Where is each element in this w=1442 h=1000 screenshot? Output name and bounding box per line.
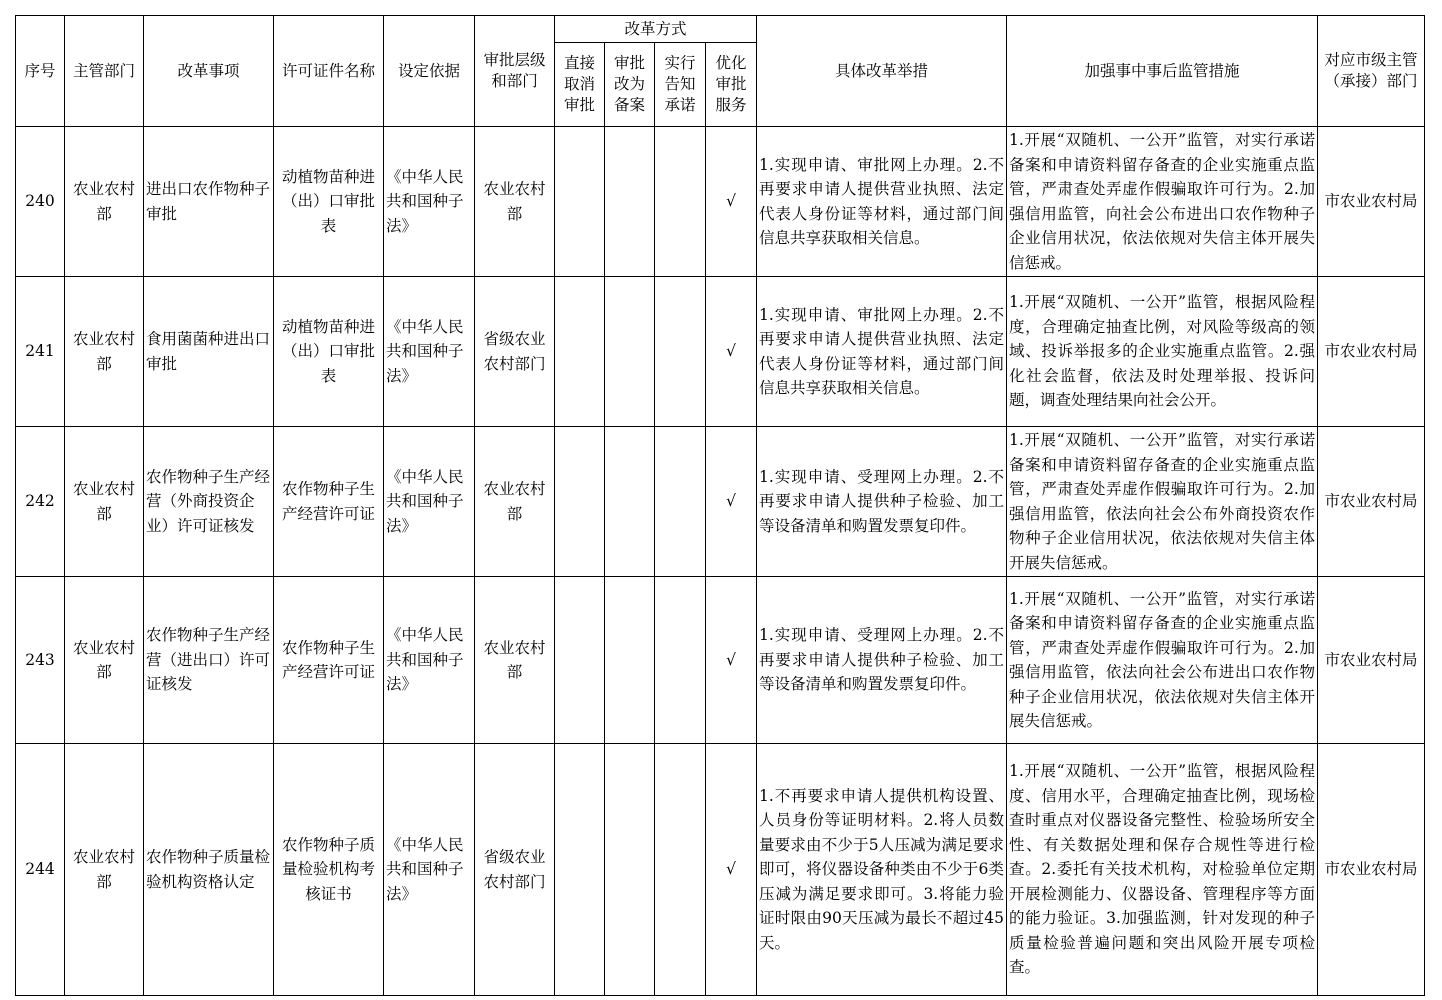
cell-level: 农业农村部 (475, 127, 555, 277)
cell-mode-notify (655, 577, 706, 744)
cell-mode-notify (655, 427, 706, 577)
cell-seq: 243 (16, 577, 65, 744)
header-mode-group: 改革方式 (555, 16, 757, 43)
cell-license: 农作物种子生产经营许可证 (274, 577, 384, 744)
cell-supervision: 1.开展“双随机、一公开”监管，根据风险程度、信用水平，合理确定抽查比例，现场检查时重点对仪器设备完整性、检验场所安全性、有关数据处理和保存合规性等进行检查。2.委托有关技术机构，对检验单位定期开展检测能力、仪器设备、管理程序等方面的能力验证。3.加强监测，针对发现的种子质量检验普遍问题和突出风险开展专项检查。 (1007, 744, 1318, 996)
header-mode-optimize: 优化审批服务 (706, 43, 757, 127)
cell-mode-optimize: √ (706, 277, 757, 427)
cell-mode-cancel (555, 577, 605, 744)
header-supervision: 加强事中事后监管措施 (1007, 16, 1318, 127)
cell-supervision: 1.开展“双随机、一公开”监管，根据风险程度，合理确定抽查比例，对风险等级高的领域、投诉举报多的企业实施重点监管。2.强化社会监督，依法及时处理举报、投诉问题，调查处理结果向社会公开。 (1007, 277, 1318, 427)
table-row (16, 577, 1425, 744)
cell-seq: 240 (16, 127, 65, 277)
cell-basis: 《中华人民共和国种子法》 (384, 127, 475, 277)
cell-supervision: 1.开展“双随机、一公开”监管，对实行承诺备案和申请资料留存备查的企业实施重点监管，严肃查处弄虚作假骗取许可行为。2.加强信用监管，依法向社会公布外商投资农作物种子企业信用状况，依法依规对失信主体开展失信惩戒。 (1007, 427, 1318, 577)
cell-mode-cancel (555, 277, 605, 427)
cell-license: 农作物种子质量检验机构考核证书 (274, 744, 384, 996)
header-item: 改革事项 (144, 16, 274, 127)
cell-city-dept: 市农业农村局 (1318, 744, 1425, 996)
table-row (16, 277, 1425, 427)
cell-measures: 1.实现申请、审批网上办理。2.不再要求申请人提供营业执照、法定代表人身份证等材料，通过部门间信息共享获取相关信息。 (757, 127, 1007, 277)
cell-city-dept: 市农业农村局 (1318, 427, 1425, 577)
cell-mode-record (605, 277, 655, 427)
header-basis: 设定依据 (384, 16, 475, 127)
cell-level: 省级农业农村部门 (475, 277, 555, 427)
header-mode-notify: 实行告知承诺 (655, 43, 706, 127)
cell-measures: 1.实现申请、受理网上办理。2.不再要求申请人提供种子检验、加工等设备清单和购置发票复印件。 (757, 427, 1007, 577)
cell-mode-optimize: √ (706, 744, 757, 996)
header-mode-record: 审批改为备案 (605, 43, 655, 127)
cell-supervision: 1.开展“双随机、一公开”监管，对实行承诺备案和申请资料留存备查的企业实施重点监管，严肃查处弄虚作假骗取许可行为。2.加强信用监管，向社会公布进出口农作物种子企业信用状况，依法依规对失信主体开展失信惩戒。 (1007, 127, 1318, 277)
cell-mode-optimize: √ (706, 127, 757, 277)
cell-mode-record (605, 744, 655, 996)
cell-dept: 农业农村部 (65, 127, 144, 277)
cell-seq: 241 (16, 277, 65, 427)
cell-basis: 《中华人民共和国种子法》 (384, 744, 475, 996)
cell-license: 动植物苗种进（出）口审批表 (274, 277, 384, 427)
table-header (16, 16, 1425, 127)
cell-level: 省级农业农村部门 (475, 744, 555, 996)
table-row (16, 127, 1425, 277)
cell-measures: 1.不再要求申请人提供机构设置、人员身份等证明材料。2.将人员数量要求由不少于5人压减为满足要求即可，将仪器设备种类由不少于6类压减为满足要求即可。3.将能力验证时限由90天压减为最长不超过45天。 (757, 744, 1007, 996)
cell-dept: 农业农村部 (65, 277, 144, 427)
cell-city-dept: 市农业农村局 (1318, 277, 1425, 427)
cell-item: 农作物种子生产经营（进出口）许可证核发 (144, 577, 274, 744)
cell-mode-cancel (555, 127, 605, 277)
cell-dept: 农业农村部 (65, 744, 144, 996)
cell-basis: 《中华人民共和国种子法》 (384, 277, 475, 427)
cell-license: 动植物苗种进（出）口审批表 (274, 127, 384, 277)
cell-supervision: 1.开展“双随机、一公开”监管，对实行承诺备案和申请资料留存备查的企业实施重点监管，严肃查处弄虚作假骗取许可行为。2.加强信用监管，依法向社会公布进出口农作物种子企业信用状况，依法依规对失信主体开展失信惩戒。 (1007, 577, 1318, 744)
header-license: 许可证件名称 (274, 16, 384, 127)
cell-seq: 244 (16, 744, 65, 996)
header-dept: 主管部门 (65, 16, 144, 127)
header-seq: 序号 (16, 16, 65, 127)
table-body (16, 127, 1425, 996)
cell-measures: 1.实现申请、审批网上办理。2.不再要求申请人提供营业执照、法定代表人身份证等材料，通过部门间信息共享获取相关信息。 (757, 277, 1007, 427)
cell-seq: 242 (16, 427, 65, 577)
cell-mode-notify (655, 277, 706, 427)
header-measures: 具体改革举措 (757, 16, 1007, 127)
cell-item: 农作物种子生产经营（外商投资企业）许可证核发 (144, 427, 274, 577)
cell-mode-cancel (555, 427, 605, 577)
cell-mode-cancel (555, 744, 605, 996)
cell-dept: 农业农村部 (65, 427, 144, 577)
cell-item: 进出口农作物种子审批 (144, 127, 274, 277)
cell-mode-record (605, 577, 655, 744)
cell-mode-notify (655, 127, 706, 277)
cell-mode-optimize: √ (706, 427, 757, 577)
table-row (16, 427, 1425, 577)
cell-level: 农业农村部 (475, 577, 555, 744)
cell-mode-optimize: √ (706, 577, 757, 744)
cell-city-dept: 市农业农村局 (1318, 577, 1425, 744)
cell-measures: 1.实现申请、受理网上办理。2.不再要求申请人提供种子检验、加工等设备清单和购置发票复印件。 (757, 577, 1007, 744)
cell-mode-record (605, 427, 655, 577)
cell-level: 农业农村部 (475, 427, 555, 577)
cell-city-dept: 市农业农村局 (1318, 127, 1425, 277)
header-level: 审批层级和部门 (475, 16, 555, 127)
cell-mode-record (605, 127, 655, 277)
cell-basis: 《中华人民共和国种子法》 (384, 427, 475, 577)
table-row (16, 744, 1425, 996)
reform-items-table (15, 15, 1425, 996)
cell-license: 农作物种子生产经营许可证 (274, 427, 384, 577)
cell-mode-notify (655, 744, 706, 996)
cell-item: 农作物种子质量检验机构资格认定 (144, 744, 274, 996)
header-city-dept: 对应市级主管（承接）部门 (1318, 16, 1425, 127)
cell-dept: 农业农村部 (65, 577, 144, 744)
header-mode-cancel: 直接取消审批 (555, 43, 605, 127)
cell-basis: 《中华人民共和国种子法》 (384, 577, 475, 744)
cell-item: 食用菌菌种进出口审批 (144, 277, 274, 427)
